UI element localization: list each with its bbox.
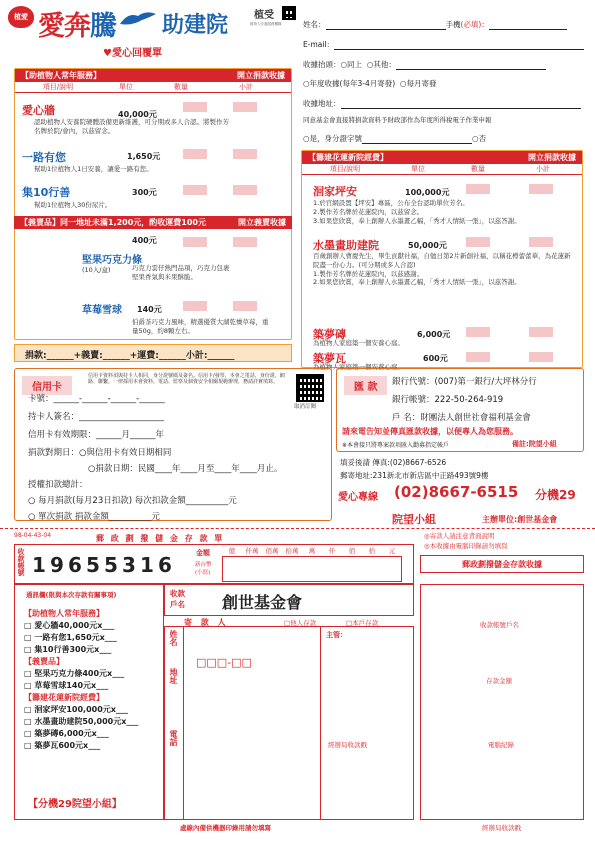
page-title: ♥愛心回覆單 xyxy=(103,48,162,59)
memo-title: 通訊欄(限與本次存款有關事項) xyxy=(26,591,117,599)
item-desc: 為植物人家庭築一個安養心窩。 xyxy=(313,339,404,347)
account-name: 戶 名：財團法人創世社會福利基金會 xyxy=(392,413,531,423)
goods-desc: 伯爵茶巧克力風味，精選優質大湖乾燥草莓，重量50g，約8顆左右。 xyxy=(132,318,269,335)
stub-amount: 存款金額 xyxy=(486,677,512,685)
order-item[interactable]: □ 一路有您1,650元x___ xyxy=(24,633,117,642)
bank-account: 銀行帳號：222-50-264-919 xyxy=(392,395,504,405)
item-name: 洄家坪安 xyxy=(313,185,357,198)
supervisor-label: 主管： xyxy=(326,631,347,639)
cardholder-sign-field[interactable]: 持卡人簽名：____________________ xyxy=(28,412,165,422)
auth-total-label: 授權扣款總計： xyxy=(28,480,88,490)
totals-bar[interactable]: 捐款:______+義賣:______+運費:______小計:______ xyxy=(14,344,292,362)
left-col-header: 項目/說明 單位 數量 小計 xyxy=(15,82,291,93)
remit-tag: 匯 款 xyxy=(344,376,387,395)
item-price: 300元 xyxy=(132,188,157,197)
amount-label: 金額 xyxy=(196,549,210,557)
item-price: 100,000元 xyxy=(405,188,450,197)
sender-label-col xyxy=(164,626,184,820)
single-amount-field[interactable]: ○ 單次捐款 捐款金額__________元 xyxy=(28,512,160,522)
goods-header: 【義賣品】同一地址未滿1,200元，酌收運費100元 開立義賣收據 xyxy=(14,216,292,229)
receipt-title-field[interactable]: 收據抬頭：○同上 ○其他： xyxy=(303,59,546,70)
order-list: 【助植物人常年服務】 □ 愛心牆40,000元x___ □ 一路有您1,650元x___ □ 集10行善300元x___ 【義賣品】 □ 堅果巧克力條400元x___ □ 草莓雪球140元x___ 【籌建花蓮新院經費】 □ 洄家坪安100,000元x___ □ 水墨畫助建院50,000元x___ □ 築夢磚6,000元x___ □ 築夢瓦600元x___ xyxy=(24,609,139,750)
digit: 1 xyxy=(32,553,46,577)
subtotal-input[interactable] xyxy=(529,327,553,337)
qty-input[interactable] xyxy=(466,184,490,194)
phone-label: 電話 xyxy=(169,730,178,746)
bottom-stamp: 經辦局收款戳 xyxy=(482,824,521,832)
charge-period-field[interactable]: 捐款對期日：○與信用卡有效日期相同 xyxy=(28,448,172,458)
mail-info: 郵寄地址:231新北市新店區中正路493號9樓 xyxy=(340,471,489,480)
postal-stamp: 經辦局收款戳 xyxy=(328,741,367,749)
item-name: 一路有您 xyxy=(22,151,66,164)
payee-name: 創世基金會 xyxy=(222,593,303,612)
order-item[interactable]: □ 堅果巧克力條400元x___ xyxy=(24,669,125,678)
right-panel-header: 【籌建花蓮新院經費】 開立捐款收據 xyxy=(302,151,582,164)
goods-unit: (10入/盒) xyxy=(82,266,111,274)
item-price: 50,000元 xyxy=(408,241,447,250)
form-number: 98-04-43-04 xyxy=(14,532,52,539)
credit-note: 信用卡資料須與持卡人相同，身分證號碼及簽名。信用卡/發票，本會之電話、身份證、網路、聯繫。一律採用本會資料。電話、監察及個資安全相關規範辦理，務請詳實填寫。 xyxy=(88,373,285,386)
partner-logo: 植受 xyxy=(254,10,274,21)
partner-sub: 植物人安養服務機構 xyxy=(250,22,282,26)
item-desc: 幫助1位植物人30份尿片。 xyxy=(34,201,112,209)
qty-input[interactable] xyxy=(183,185,207,195)
organizer: 主辦單位:創世基金會 xyxy=(482,515,558,524)
remit-note2: 備註:院望小組 xyxy=(512,440,557,448)
qty-input[interactable] xyxy=(183,301,207,311)
digit: 5 xyxy=(86,553,100,577)
item-desc: 1.於官網設置【坪安】專區，公布全台認助單位芳名。 2.製作芳名牌於花蓮院內，以茲留念。 3.如果您欣賞，奉上創辦人水墨畫乙幅，「秀才人情紙一張」，以茲答謝。 xyxy=(313,199,521,225)
postal-notice2: ◎本收據由電腦印錄請勿填寫 xyxy=(424,542,508,550)
amount-sub: 新台幣(小寫) xyxy=(195,562,212,576)
subtotal-input[interactable] xyxy=(233,185,257,195)
qty-input[interactable] xyxy=(466,352,490,362)
subtotal-input[interactable] xyxy=(529,184,553,194)
digit: 6 xyxy=(158,553,172,577)
order-item[interactable]: □ 築夢瓦600元x___ xyxy=(24,741,101,750)
item-name: 水墨畫助建院 xyxy=(313,239,379,252)
fax-info: 填妥後請 傳真:(02)8667-6526 xyxy=(340,458,447,467)
subtotal-input[interactable] xyxy=(529,237,553,247)
goods-price: 400元 xyxy=(132,236,157,245)
qty-input[interactable] xyxy=(183,102,207,112)
self-deposit[interactable]: □本戶存款 xyxy=(346,619,379,627)
unsubscribe-link[interactable]: 取消訂閱 xyxy=(294,404,317,410)
remit-note: ※本會接只將專案款項匯入勸募指定帳戶 xyxy=(342,442,450,449)
stub-payee: 收款帳號戶名 xyxy=(480,621,519,629)
digit: 9 xyxy=(50,553,64,577)
stamp-col xyxy=(320,626,414,820)
account-label: 收款帳號 xyxy=(17,548,25,576)
card-number-field[interactable]: 卡號：______-______-______-______ xyxy=(28,394,165,404)
consent-text: 同意基金會直接將捐款資料予財政部作為年度所得稅電子作業申報 xyxy=(303,116,492,124)
item-desc: 為植物人家庭築一個安養心窩。 xyxy=(313,363,404,371)
logo-badge: 植愛 xyxy=(8,6,34,28)
monthly-amount-field[interactable]: ○ 每月捐款(每月23日扣款) 每次扣款金額__________元 xyxy=(28,496,237,506)
qty-input[interactable] xyxy=(183,149,207,159)
cut-line xyxy=(0,528,595,529)
subtotal-input[interactable] xyxy=(233,149,257,159)
bottom-note: 虛線內備供機器印錄用請勿填寫 xyxy=(180,824,271,832)
zip-boxes[interactable]: □□□-□□ xyxy=(196,656,252,669)
hotline-number: (02)8667-6515 xyxy=(394,483,519,501)
item-price: 6,000元 xyxy=(417,330,451,339)
receipt-title-box: 郵政劃撥儲金存款收據 xyxy=(420,555,584,573)
other-deposit[interactable]: □他人存款 xyxy=(284,619,317,627)
item-name: 築夢磚 xyxy=(313,328,346,341)
payee-label: 收款戶名 xyxy=(170,589,185,609)
goods-price: 140元 xyxy=(137,305,162,314)
horse-icon xyxy=(118,8,158,28)
logo-title: 愛奔騰 xyxy=(38,11,116,42)
qty-input[interactable] xyxy=(466,237,490,247)
logo-subtitle: 助建院 xyxy=(162,12,229,38)
sender-label: 寄 款 人 xyxy=(184,618,229,627)
right-col-header: 項目/說明 單位 數量 小計 xyxy=(302,164,582,175)
order-item[interactable]: □ 水墨畫助建院50,000元x___ xyxy=(24,717,139,726)
qty-input[interactable] xyxy=(183,237,207,247)
goods-name: 堅果巧克力條 xyxy=(82,255,142,266)
amount-units: 億 仟萬 佰萬 拾萬 萬 仟 佰 拾 元 xyxy=(228,547,396,555)
goods-name: 草莓雪球 xyxy=(82,305,122,316)
hotline-ext: 分機29 xyxy=(535,488,576,502)
name-field[interactable]: 姓名： 手機(必填)： xyxy=(303,19,567,30)
receipt-frequency[interactable]: ○年度收據(每年3-4月寄發) ○每月寄發 xyxy=(303,79,437,88)
order-item[interactable]: □ 築夢磚6,000元x___ xyxy=(24,729,109,738)
goods-desc: 巧克力雲仔熱門品項，巧克力包裹堅果香氣與米果酥脆。 xyxy=(132,264,230,281)
postal-notice1: ◎寄款人請注意背面說明 xyxy=(424,532,495,540)
bank-code: 銀行代號：(007)第一銀行/大坪林分行 xyxy=(392,377,537,387)
qr-code-icon[interactable] xyxy=(296,374,324,402)
id-field[interactable]: ○是，身分證字號 ○否 xyxy=(303,134,487,143)
addr-label: 地址 xyxy=(169,668,178,684)
stub-computer: 電腦紀錄 xyxy=(488,741,514,749)
charge-date-field[interactable]: ○捐款日期：民國____年____月至____年____月止。 xyxy=(88,464,283,474)
digit: 5 xyxy=(104,553,118,577)
order-item[interactable]: □ 草莓雪球140元x___ xyxy=(24,681,109,690)
item-name: 愛心牆 xyxy=(22,104,55,117)
item-desc: 百歲創辦人曹慶先生，畢生貢獻社福，自勉日第2片新創社福，以稱花樽蕾蕾華，為花蓮新院盡一份心力。(可分期或多人合認) 1.製作芳名牌於花蓮院內，以茲感謝。 2.如果您欣賞，奉上創辦人水墨畫乙幅，「秀才人情紙一張」，以茲答謝。 xyxy=(313,252,571,287)
account-digits xyxy=(30,553,174,577)
left-panel-header: 【助植物人常年服務】 開立捐款收據 xyxy=(15,69,291,82)
item-price: 600元 xyxy=(423,354,448,363)
item-desc: 幫助1位植物人1日安養，讓愛一路有您。 xyxy=(34,165,153,173)
item-name: 集10行善 xyxy=(22,186,71,199)
expiry-field[interactable]: 信用卡有效期限：______月______年 xyxy=(28,430,165,440)
item-price: 1,650元 xyxy=(127,152,161,161)
qty-input[interactable] xyxy=(466,327,490,337)
postal-title: 郵 政 劃 撥 儲 金 存 款 單 xyxy=(96,534,225,543)
digit: 1 xyxy=(140,553,154,577)
qr-icon xyxy=(282,6,296,20)
order-item[interactable]: □ 愛心牆40,000元x___ xyxy=(24,621,115,630)
group-name: 院望小組 xyxy=(392,513,436,526)
remit-notice: 請來電告知並傳真匯款收據，以便專人為您服務。 xyxy=(342,427,518,436)
order-item[interactable]: □ 洄家坪安100,000元x___ xyxy=(24,705,128,714)
hotline-label: 愛心專線 xyxy=(338,492,378,503)
digit: 3 xyxy=(122,553,136,577)
subtotal-input[interactable] xyxy=(529,352,553,362)
email-field[interactable]: E-mail： xyxy=(303,39,584,50)
item-price: 40,000元 xyxy=(118,110,157,119)
name-label: 姓名 xyxy=(169,630,178,646)
subtotal-input[interactable] xyxy=(233,237,257,247)
ext-group: 【分機29院望小組】 xyxy=(28,799,122,810)
amount-input[interactable] xyxy=(222,556,402,582)
address-field[interactable]: 收據地址： xyxy=(303,98,581,109)
item-name: 築夢瓦 xyxy=(313,352,346,365)
subtotal-input[interactable] xyxy=(233,301,257,311)
item-desc: 認助植物人安養院硬體設備更新維護，可分期或多人合認。將製作芳名牌於院/會內，以茲留念。 xyxy=(34,118,229,135)
subtotal-input[interactable] xyxy=(233,102,257,112)
credit-tag: 信用卡 xyxy=(22,376,72,395)
digit: 6 xyxy=(68,553,82,577)
order-item[interactable]: □ 集10行善300元x___ xyxy=(24,645,112,654)
